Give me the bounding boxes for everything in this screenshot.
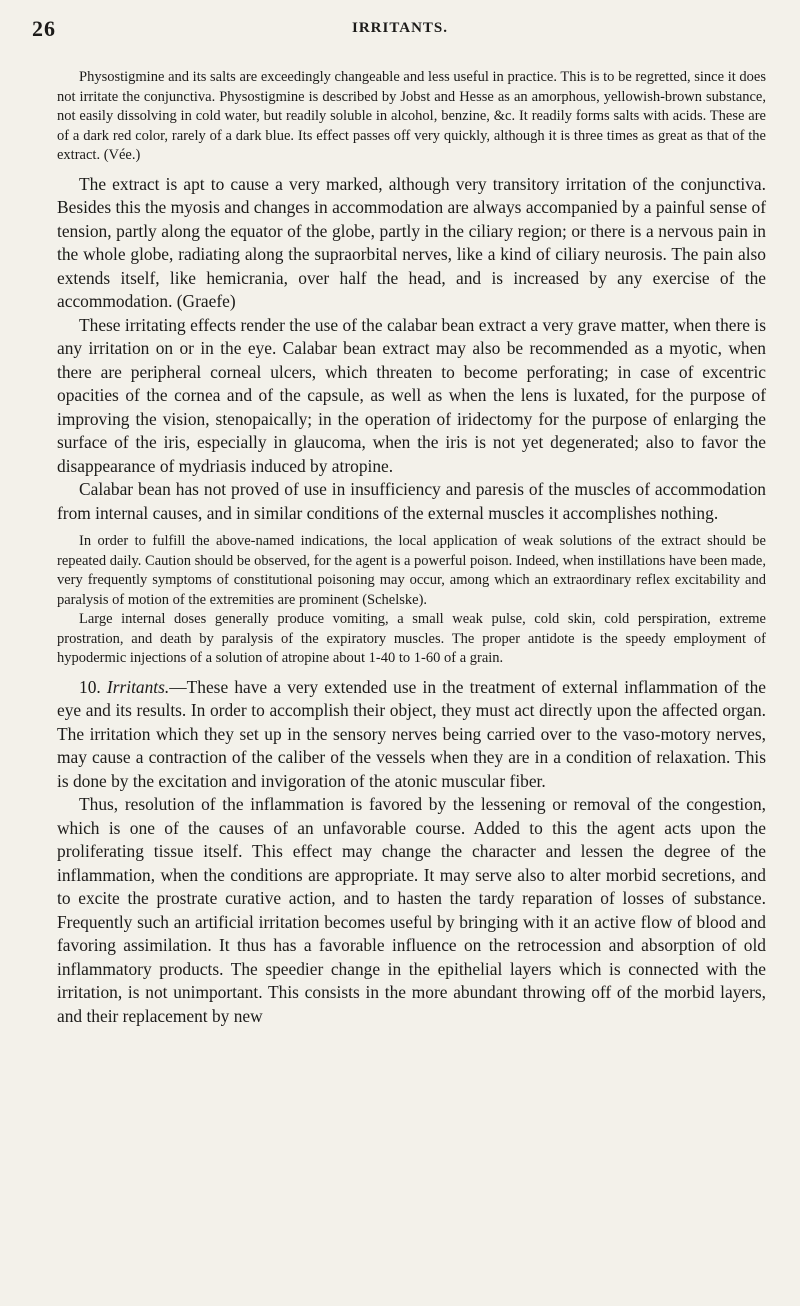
running-head: IRRITANTS. — [352, 20, 448, 36]
paragraph-extract-irritation: The extract is apt to cause a very marked, although very transitory irritation of the conjunctiva. Besides this the myosis and changes in accommodation are always accompanied by a painful sense of tension, partly along the equator of the globe, partly in the ciliary region; or there is a nervous pain in the whole globe, radiating along the supraorbital nerves, like a kind of ciliary neurosis. The pain also extends itself, like hemicrania, over half the head, and is increased by any exercise of the accommodation. (Graefe) — [57, 173, 766, 311]
paragraph-internal-doses: Large internal doses generally produce vomiting, a small weak pulse, cold skin, cold perspiration, extreme prostration, and death by paralysis of the expiratory muscles. The proper antidote is the speedy employment of hypodermic injections of a solution of atropine about 1-40 to 1-60 of a grain. — [57, 611, 766, 666]
paragraph-indications: In order to fulfill the above-named indications, the local application of weak solutions of the extract should be repeated daily. Caution should be observed, for the agent is a powerful poison. Indeed, when instillations have been made, very frequently symptoms of constitutional poisoning may occur, among which an extraordinary reflex excitability and paralysis of motion of the extremities are prominent (Schelske). — [57, 533, 766, 608]
section-text: These have a very extended use in the treatment of external inflammation of the eye and its results. In order to accomplish their object, they must act directly upon the affected organ. The irritation which they set up in the sensory nerves being carried over to the vaso-motory nerves, may cause a contraction of the caliber of the vessels when they are in a condition of relaxation. This is done by the excitation and invigoration of the atonic muscular fiber. — [57, 676, 766, 791]
body-text — [57, 68, 766, 1028]
page-number: 26 — [32, 16, 56, 41]
page-header — [32, 16, 768, 48]
section-title: Irritants. — [106, 676, 170, 697]
section-number: 10. — [79, 676, 101, 697]
paragraph-calabar-bean: Calabar bean has not proved of use in insufficiency and paresis of the muscles of accommodation from internal causes, and in similar conditions of the external muscles it accomplishes nothing. — [57, 479, 766, 523]
paragraph-irritants: 10. Irritants.—These have a very extended use in the treatment of external inflammation of the eye and its results. In order to accomplish their object, they must act directly upon the affected organ. The irritation which they set up in the sensory nerves being carried over to the vaso-motory nerves, may cause a contraction of the caliber of the vessels when they are in a condition of relaxation. This is done by the excitation and invigoration of the atonic muscular fiber. — [57, 676, 766, 791]
paragraph-irritating-effects: These irritating effects render the use of the calabar bean extract a very grave matter, when there is any irritation on or in the eye. Calabar bean extract may also be recommended as a myotic, when there are peripheral corneal ulcers, which threaten to become perforating; in case of excentric opacities of the cornea and of the capsule, as well as when the lens is luxated, for the purpose of improving the vision, stenopaically; in the operation of iridectomy for the purpose of enlarging the surface of the iris, especially in glaucoma, when the iris is not yet degenerated; also to favor the disappearance of mydriasis induced by atropine. — [57, 314, 766, 476]
paragraph-physostigmine: Physostigmine and its salts are exceedingly changeable and less useful in practice. This is to be regretted, since it does not irritate the conjunctiva. Physostigmine is described by Jobst and Hesse as an amorphous, yellowish-brown substance, not easily dissolving in cold water, but readily soluble in alcohol, benzine, &c. It readily forms salts with acids. These are of a dark red color, rarely of a dark blue. Its effect passes off very quickly, although it is three times as great as that of the extract. (Vée.) — [57, 69, 766, 163]
paragraph-resolution: Thus, resolution of the inflammation is favored by the lessening or removal of the congestion, which is one of the causes of an unfavorable course. Added to this the agent acts upon the proliferating tissue itself. This effect may change the character and lessen the degree of the inflammation, when the conditions are appropriate. It may serve also to alter morbid secretions, and to excite the prostrate curative action, and to hasten the tardy reparation of losses of substance. Frequently such an artificial irritation becomes useful by bringing with it an active flow of blood and favoring assimilation. It thus has a favorable influence on the retrocession and absorption of old inflammatory products. The speedier change in the epithelial layers which is connected with the irritation, is not unimportant. This consists in the more abundant throwing off of the morbid layers, and their replacement by new — [57, 794, 766, 1026]
